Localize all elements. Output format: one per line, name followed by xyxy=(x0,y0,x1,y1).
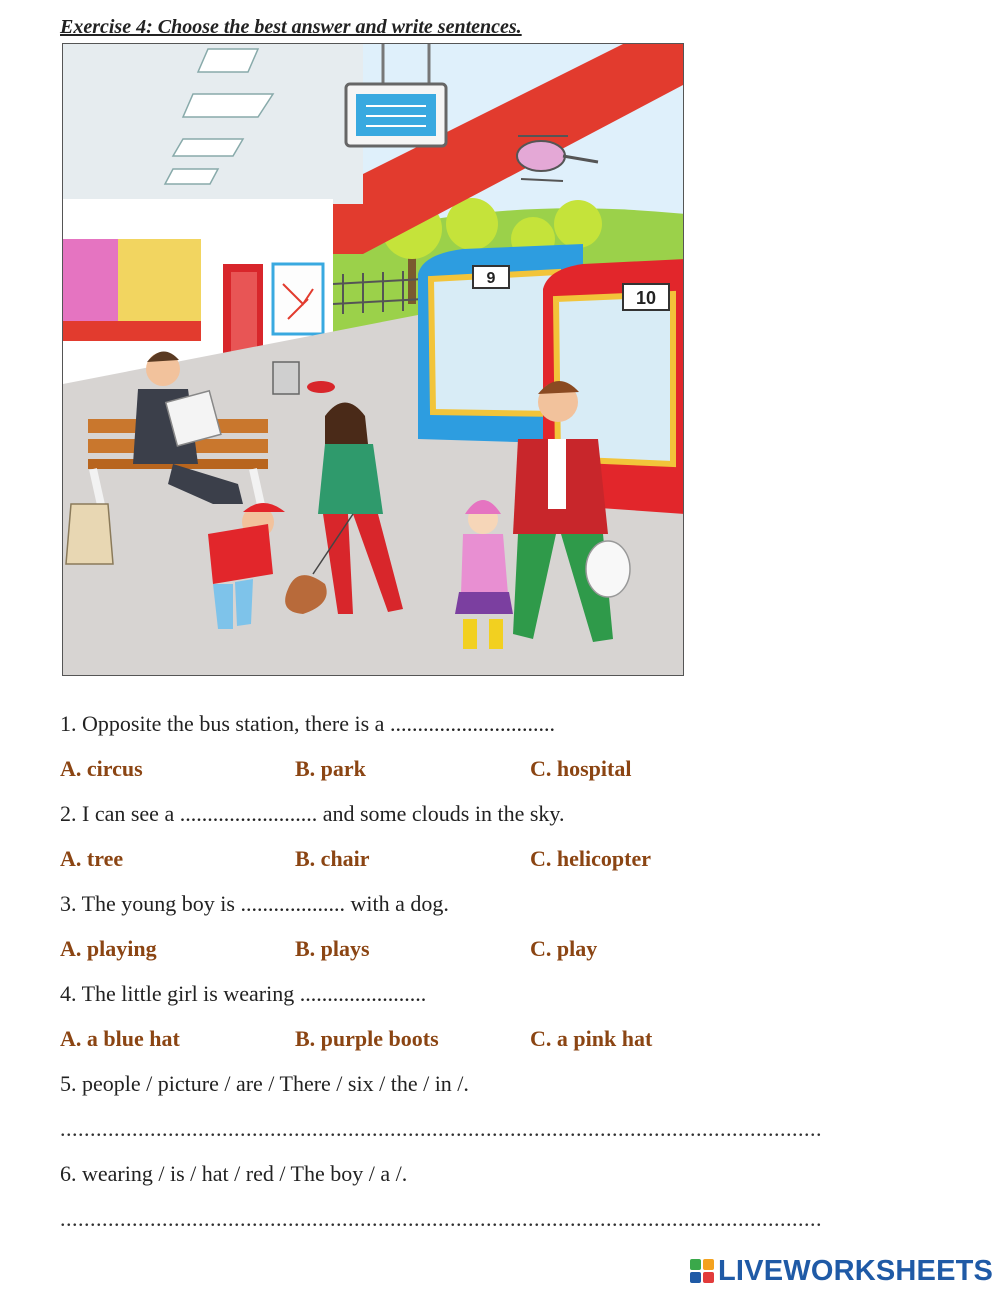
liveworksheets-logo xyxy=(690,1254,993,1288)
question-2: 2. I can see a ......................... and some clouds in the sky. xyxy=(60,801,565,826)
q4-option-c[interactable]: C. a pink hat xyxy=(530,1026,653,1051)
logo-mark-l xyxy=(690,1259,701,1270)
logo-mark-cell-2 xyxy=(703,1259,714,1270)
shopping-bag xyxy=(66,504,113,564)
q4-option-b[interactable]: B. purple boots xyxy=(295,1026,439,1051)
logo-text: LIVEWORKSHEETS xyxy=(718,1254,994,1287)
logo-mark-icon xyxy=(690,1259,714,1283)
q3-option-c[interactable]: C. play xyxy=(530,936,598,961)
question-4-options xyxy=(60,1026,860,1056)
q1-option-a[interactable]: A. circus xyxy=(60,756,143,781)
q3-option-b[interactable]: B. plays xyxy=(295,936,370,961)
question-5: 5. people / picture / are / There / six / the / in /. xyxy=(60,1071,469,1096)
bus-station-illustration xyxy=(62,43,684,676)
question-3: 3. The young boy is ................... with a dog. xyxy=(60,891,449,916)
question-1: 1. Opposite the bus station, there is a .............................. xyxy=(60,711,555,736)
question-6: 6. wearing / is / hat / red / The boy / a /. xyxy=(60,1161,408,1186)
question-1-options xyxy=(60,756,860,786)
logo-mark-cell-3 xyxy=(690,1272,701,1283)
q1-option-b[interactable]: B. park xyxy=(295,756,366,781)
question-3-options xyxy=(60,936,860,966)
question-2-options xyxy=(60,846,860,876)
q3-option-a[interactable]: A. playing xyxy=(60,936,157,961)
q2-option-b[interactable]: B. chair xyxy=(295,846,370,871)
q2-option-a[interactable]: A. tree xyxy=(60,846,124,871)
exercise-title: Exercise 4: Choose the best answer and write sentences. xyxy=(60,16,522,38)
answer-line-6[interactable]: ............................................................................................................................... xyxy=(60,1206,822,1231)
logo-mark-cell-4 xyxy=(703,1272,714,1283)
q1-option-c[interactable]: C. hospital xyxy=(530,756,632,781)
question-4: 4. The little girl is wearing ....................... xyxy=(60,981,427,1006)
bus-10-number: 10 xyxy=(635,288,657,308)
answer-line-5[interactable]: ............................................................................................................................... xyxy=(60,1116,822,1141)
q4-option-a[interactable]: A. a blue hat xyxy=(60,1026,180,1051)
q2-option-c[interactable]: C. helicopter xyxy=(530,846,651,871)
bus-9-number: 9 xyxy=(486,270,496,287)
